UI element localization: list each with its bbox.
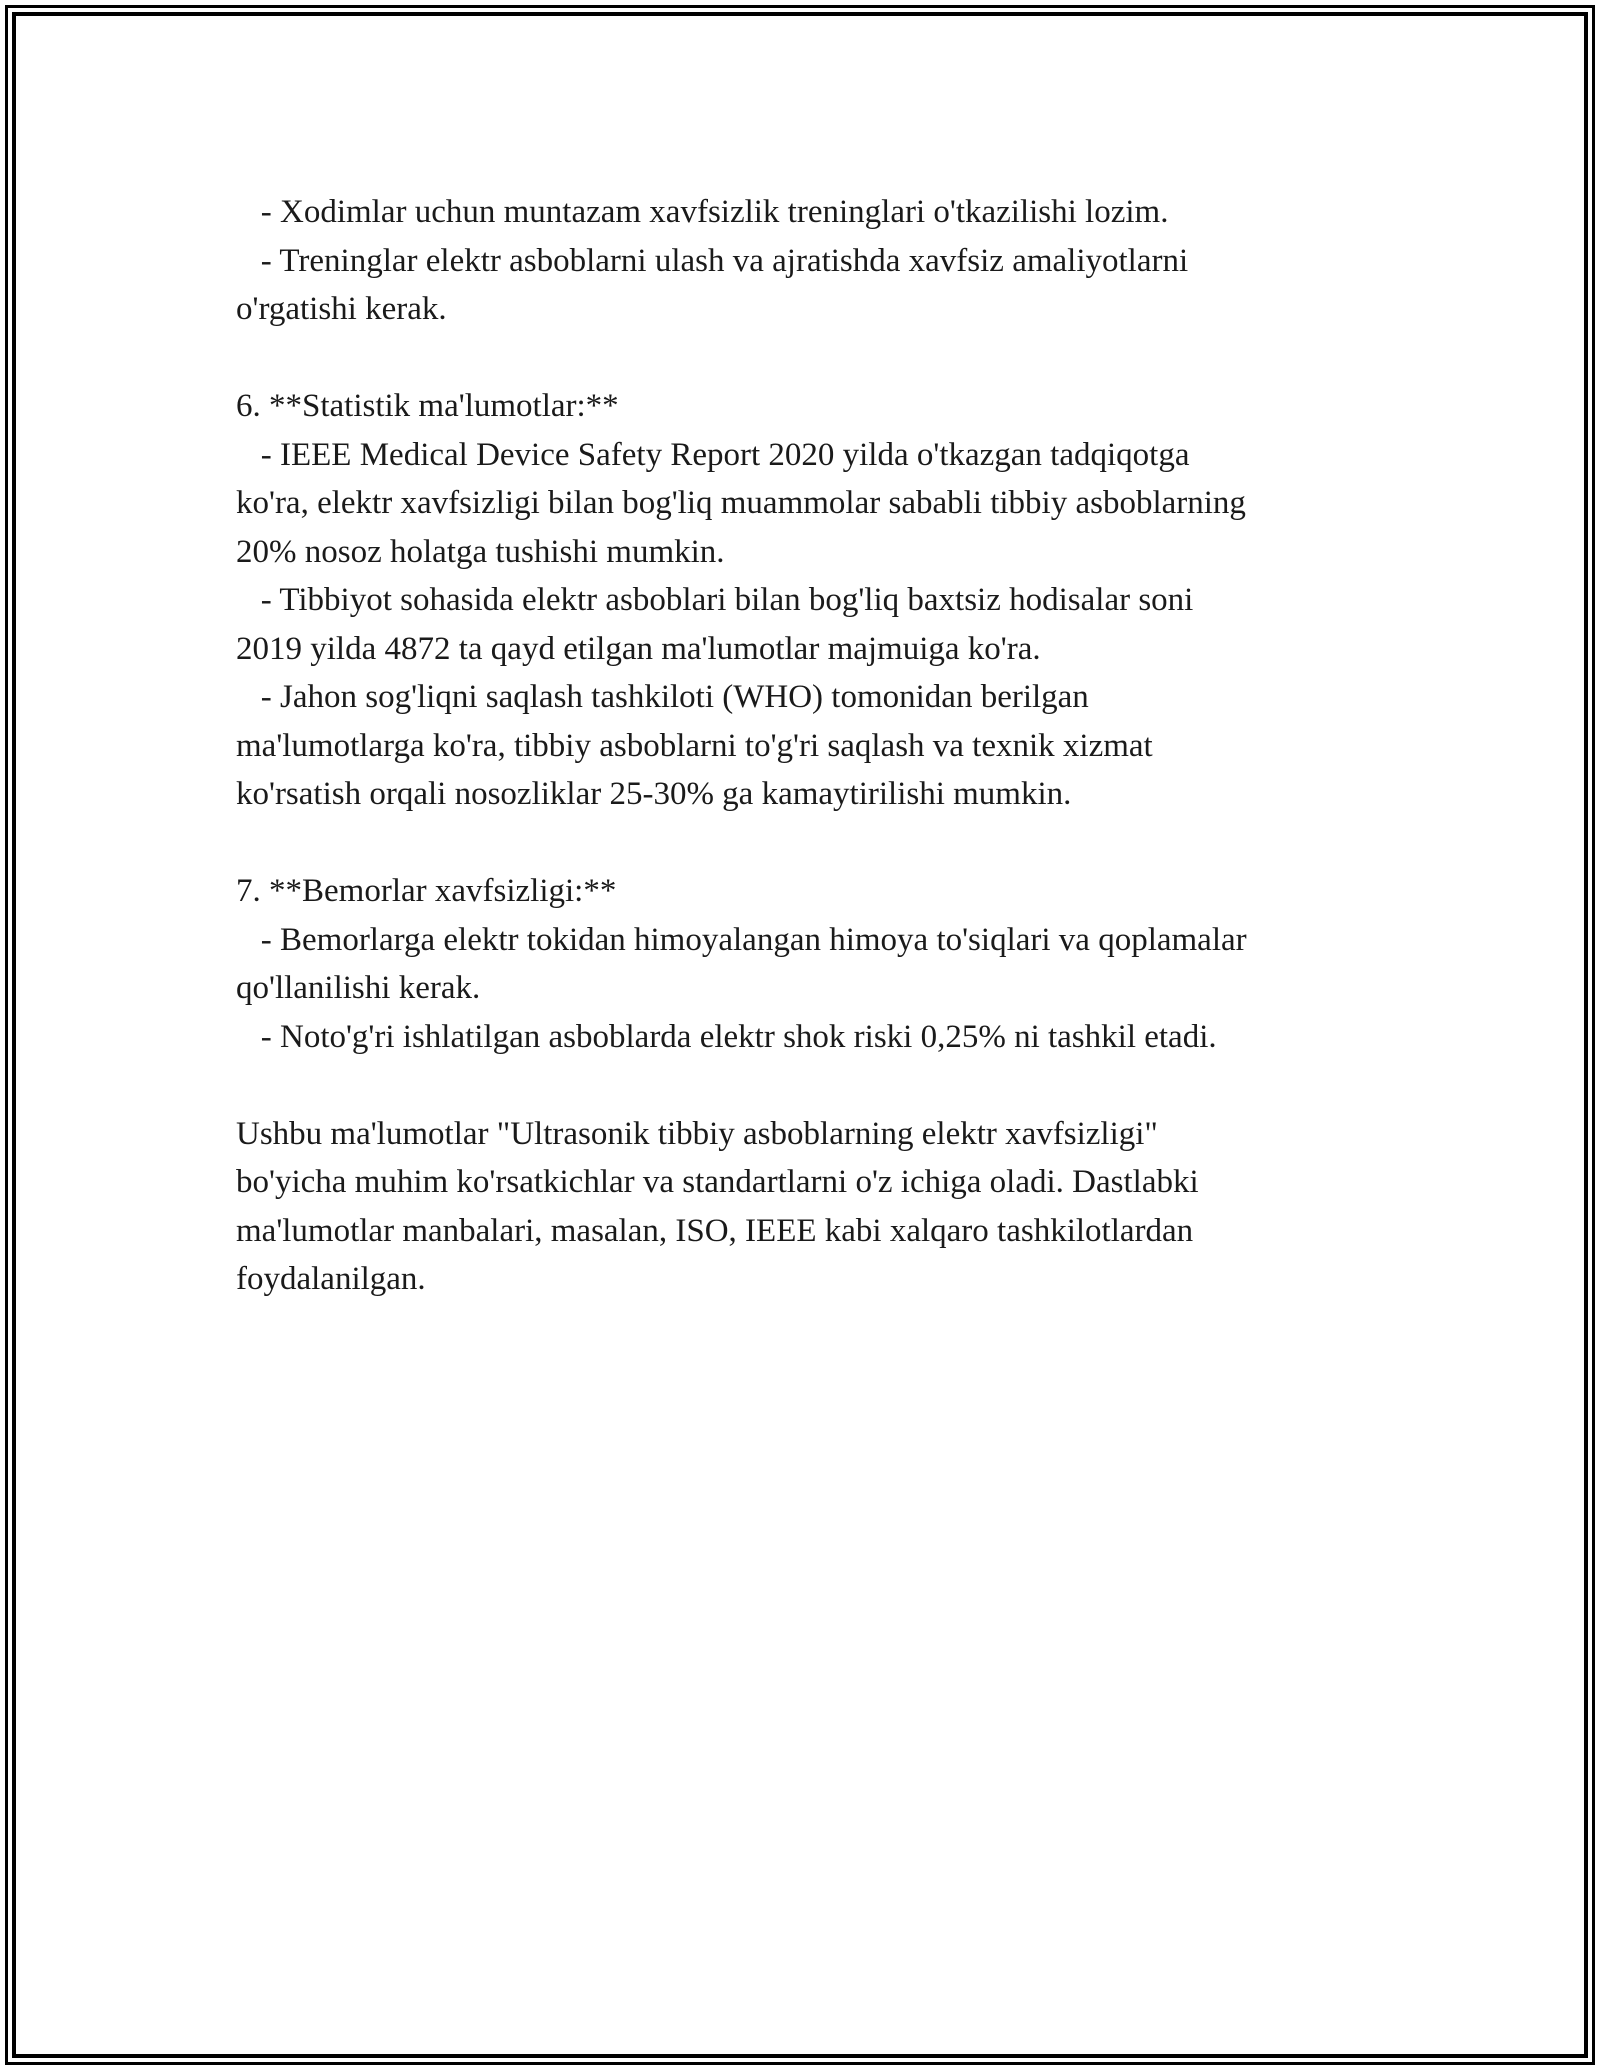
text-line: o'rgatishi kerak. bbox=[236, 291, 447, 327]
document-body bbox=[236, 188, 1396, 1304]
text-line: 2019 yilda 4872 ta qayd etilgan ma'lumotlar majmuiga ko'ra. bbox=[236, 630, 1041, 667]
text-line: - Bemorlarga elektr tokidan himoyalangan himoya to'siqlari va qoplamalar bbox=[236, 921, 1247, 958]
text-line: - Jahon sog'liqni saqlash tashkiloti (WHO) tomonidan berilgan bbox=[236, 679, 1089, 715]
paragraph-spacer bbox=[236, 819, 1396, 868]
text-line: ma'lumotlar manbalari, masalan, ISO, IEEE kabi xalqaro tashkilotlardan bbox=[236, 1212, 1194, 1249]
text-line: qo'llanilishi kerak. bbox=[236, 970, 481, 1006]
paragraph-spacer bbox=[236, 334, 1396, 383]
text-line: ma'lumotlarga ko'ra, tibbiy asboblarni to'g'ri saqlash va texnik xizmat bbox=[236, 727, 1153, 764]
section-heading: 7. **Bemorlar xavfsizligi:** bbox=[236, 873, 617, 909]
text-line: 20% nosoz holatga tushishi mumkin. bbox=[236, 533, 725, 570]
text-line: - Noto'g'ri ishlatilgan asboblarda elektr shok riski 0,25% ni tashkil etadi. bbox=[236, 1018, 1217, 1055]
text-line: - Treninglar elektr asboblarni ulash va ajratishda xavfsiz amaliyotlarni bbox=[236, 242, 1189, 279]
paragraph-spacer bbox=[236, 1061, 1396, 1110]
text-line: - Xodimlar uchun muntazam xavfsizlik treninglari o'tkazilishi lozim. bbox=[236, 194, 1169, 230]
text-line: Ushbu ma'lumotlar "Ultrasonik tibbiy asboblarning elektr xavfsizligi" bbox=[236, 1115, 1158, 1152]
text-line: ko'ra, elektr xavfsizligi bilan bog'liq muammolar sababli tibbiy asboblarning bbox=[236, 485, 1246, 521]
text-line: foydalanilgan. bbox=[236, 1261, 426, 1297]
section-heading: 6. **Statistik ma'lumotlar:** bbox=[236, 388, 619, 424]
text-line: - Tibbiyot sohasida elektr asboblari bilan bog'liq baxtsiz hodisalar soni bbox=[236, 582, 1194, 618]
text-line: ko'rsatish orqali nosozliklar 25-30% ga kamaytirilishi mumkin. bbox=[236, 776, 1072, 812]
text-line: bo'yicha muhim ko'rsatkichlar va standartlarni o'z ichiga oladi. Dastlabki bbox=[236, 1164, 1199, 1200]
text-line: - IEEE Medical Device Safety Report 2020 yilda o'tkazgan tadqiqotga bbox=[236, 436, 1190, 473]
